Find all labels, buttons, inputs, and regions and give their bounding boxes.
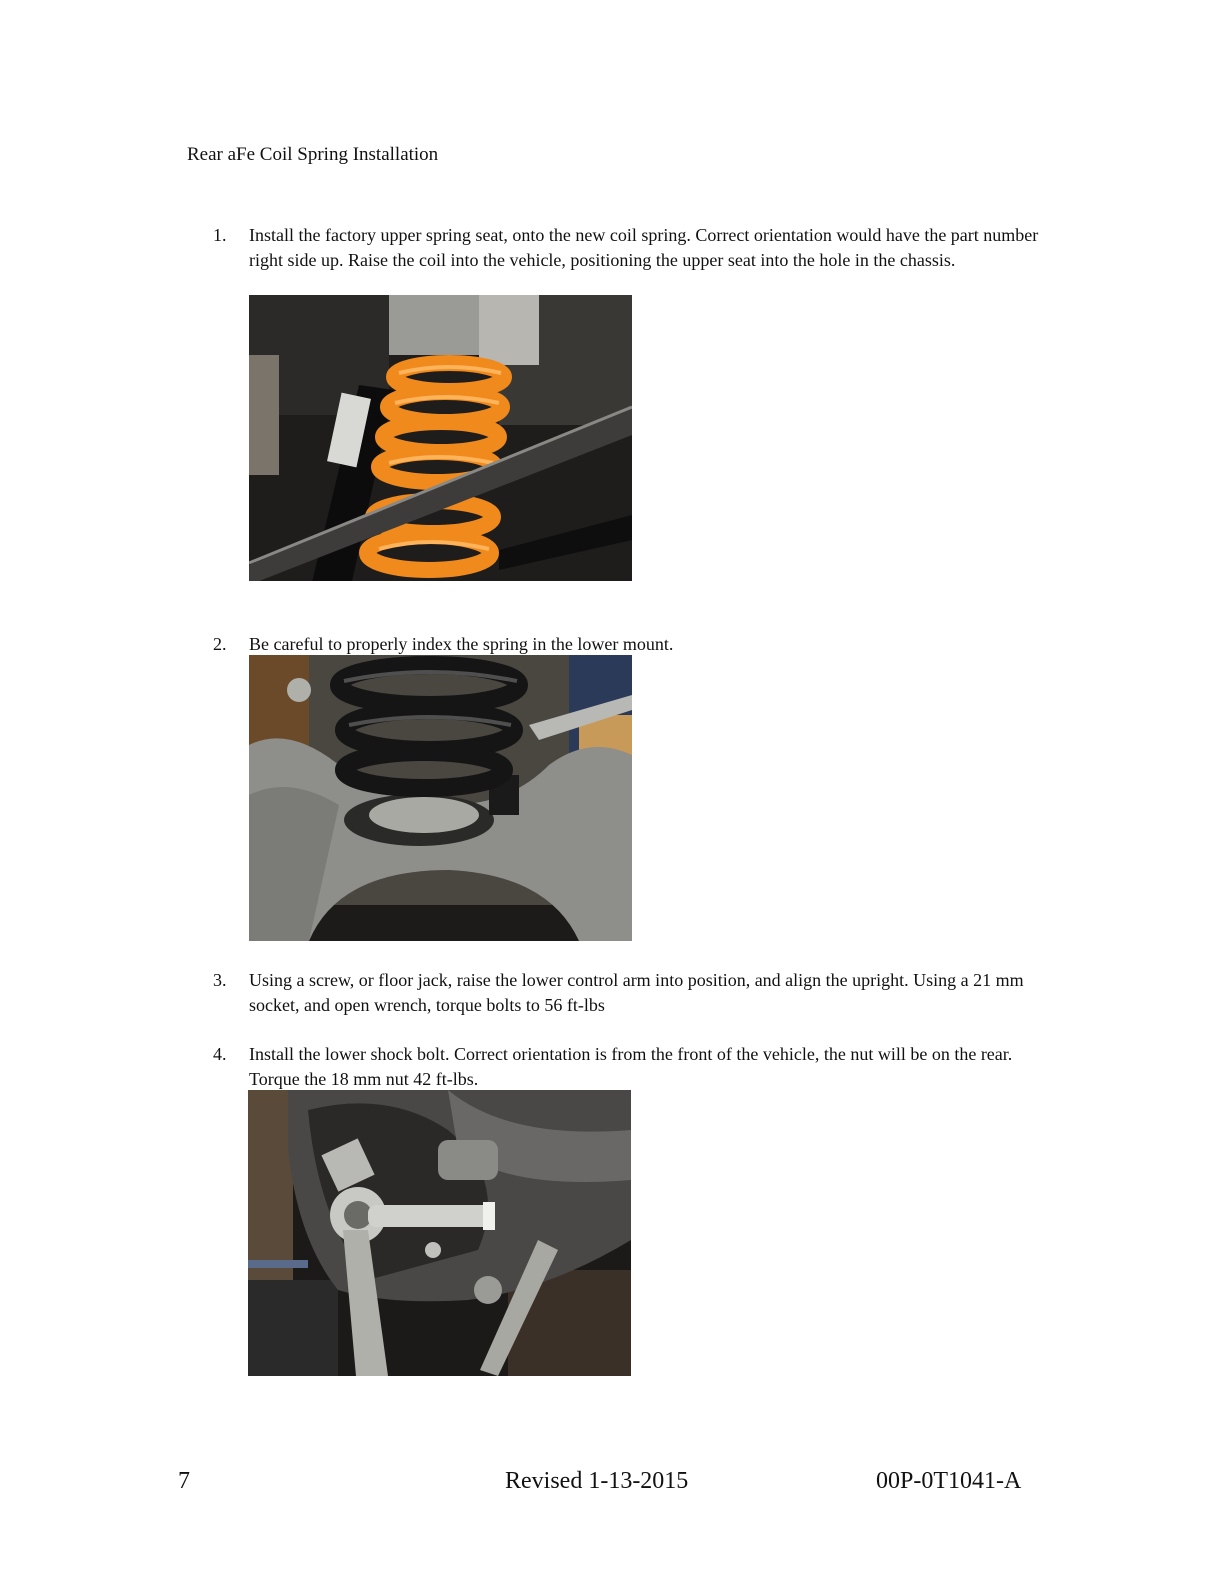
step-number: 1. — [213, 225, 227, 245]
lower-spring-mount-photo — [249, 655, 632, 941]
step-text: Using a screw, or floor jack, raise the lower control arm into position, and align the upright. Using a 21 mm socket, and open wrench, torque bolts to 56 ft-lbs — [249, 970, 1024, 1015]
document-part-number: 00P-0T1041-A — [876, 1468, 1022, 1494]
step-number: 4. — [213, 1044, 227, 1064]
lower-shock-bolt-photo — [248, 1090, 631, 1376]
page-title: Rear aFe Coil Spring Installation — [187, 144, 439, 165]
step-number: 3. — [213, 970, 227, 990]
step-text: Install the factory upper spring seat, onto the new coil spring. Correct orientation would have the part number right side up. Raise the coil into the vehicle, positioning the upper seat into the hole in the chassis. — [249, 225, 1039, 270]
step-text: Be careful to properly index the spring in the lower mount. — [249, 634, 674, 654]
step-4 — [213, 1042, 1043, 1091]
step-3 — [213, 968, 1043, 1017]
page-number: 7 — [178, 1468, 190, 1494]
revision-date: Revised 1-13-2015 — [505, 1468, 689, 1494]
orange-coil-spring-photo — [249, 295, 632, 581]
step-text: Install the lower shock bolt. Correct orientation is from the front of the vehicle, the nut will be on the rear. Torque the 18 mm nut 42 ft-lbs. — [249, 1044, 1013, 1089]
step-2 — [213, 632, 1043, 657]
step-number: 2. — [213, 634, 227, 654]
step-1 — [213, 223, 1043, 272]
